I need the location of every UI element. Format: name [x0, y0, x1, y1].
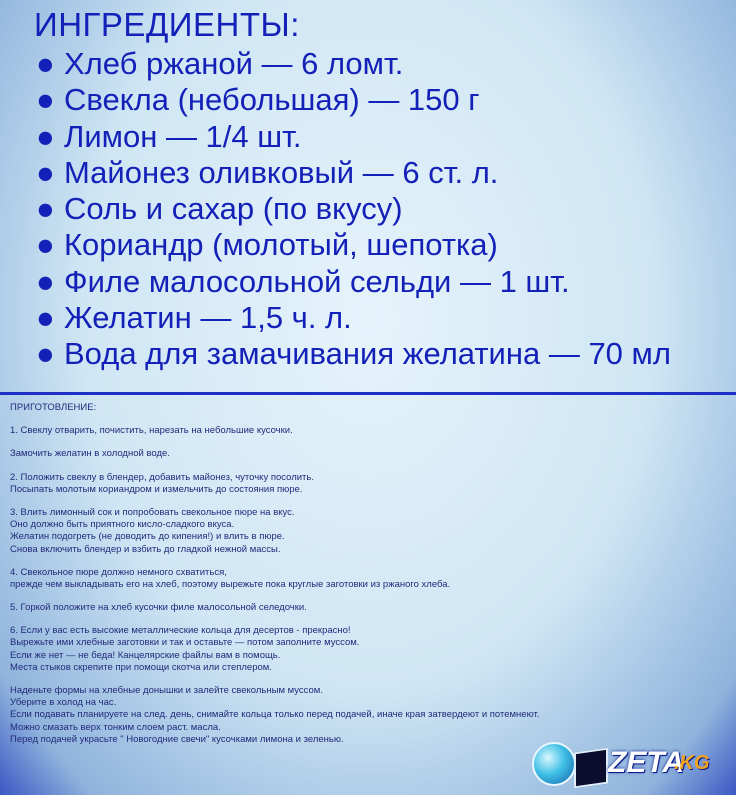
- bullet-icon: ●: [36, 46, 55, 81]
- ingredient-text: Лимон — 1/4 шт.: [64, 118, 302, 154]
- spacer: [10, 496, 726, 507]
- ingredient-item: [36, 46, 671, 82]
- ingredient-text: Свекла (небольшая) — 150 г: [64, 82, 480, 118]
- ingredient-text: Кориандр (молотый, шепотка): [64, 227, 498, 263]
- ingredients-list: [36, 46, 671, 373]
- ingredient-text: Филе малосольной сельди — 1 шт.: [64, 263, 570, 299]
- bullet-icon: ●: [36, 118, 55, 154]
- ingredient-item: [36, 191, 671, 227]
- bullet-icon: ●: [36, 336, 55, 372]
- ingredients-section: [0, 0, 736, 392]
- preparation-line: Если же нет — не беда! Канцелярские файлы вам в помощь.: [10, 649, 281, 661]
- ingredient-text: Соль и сахар (по вкусу): [64, 191, 403, 227]
- bullet-icon: ●: [36, 263, 55, 299]
- logo-text: ZETA: [608, 746, 685, 779]
- ingredient-item: [36, 155, 671, 191]
- spacer: [10, 414, 726, 425]
- ingredient-item: [36, 336, 671, 372]
- spacer: [10, 437, 726, 448]
- preparation-line: Оно должно быть приятного кисло-сладкого вкуса.: [10, 519, 235, 531]
- site-logo[interactable]: [528, 740, 728, 790]
- preparation-line: Если подавать планируете на след. день, снимайте кольца только перед подачей, иначе края затвердеют и потемнеют.: [10, 709, 540, 721]
- ingredient-text: Хлеб ржаной — 6 ломт.: [64, 46, 404, 81]
- ingredient-item: [36, 300, 671, 336]
- preparation-section: [10, 402, 726, 746]
- ingredients-title: ИНГРЕДИЕНТЫ:: [34, 6, 300, 43]
- bullet-icon: ●: [36, 82, 55, 118]
- ingredient-item: [36, 264, 671, 300]
- preparation-line: 5. Горкой положите на хлеб кусочки филе малосольной селедочки.: [10, 602, 307, 614]
- spacer: [10, 556, 726, 567]
- ingredient-item: [36, 119, 671, 155]
- spacer: [10, 614, 726, 625]
- logo-domain: .KG: [674, 752, 710, 774]
- bullet-icon: ●: [36, 300, 55, 336]
- preparation-line: Наденьте формы на хлебные донышки и залейте свекольным муссом.: [10, 685, 323, 696]
- preparation-line: 2. Положить свеклу в блендер, добавить майонез, чуточку посолить.: [10, 471, 314, 483]
- ingredient-text: Желатин — 1,5 ч. л.: [64, 300, 352, 336]
- preparation-line: Желатин подогреть (не доводить до кипения!) и влить в пюре.: [10, 531, 285, 543]
- spacer: [10, 461, 726, 472]
- preparation-line: 6. Если у вас есть высокие металлические кольца для десертов - прекрасно!: [10, 625, 351, 637]
- cube-icon: [574, 748, 608, 789]
- preparation-line: Можно смазать верх тонким слоем раст. масла.: [10, 721, 221, 733]
- bullet-icon: ●: [36, 227, 55, 263]
- preparation-line: Замочить желатин в холодной воде.: [10, 448, 170, 460]
- preparation-line: Снова включить блендер и взбить до гладкой нежной массы.: [10, 543, 281, 555]
- ingredient-item: [36, 82, 671, 118]
- preparation-line: Перед подачей украсьте " Новогодние свечи" кусочками лимона и зеленью.: [10, 733, 344, 745]
- bullet-icon: ●: [36, 191, 55, 227]
- preparation-line: 3. Влить лимонный сок и попробовать свекольное пюре на вкус.: [10, 506, 295, 518]
- section-divider: [0, 392, 736, 395]
- preparation-title: ПРИГОТОВЛЕНИЕ:: [10, 402, 97, 413]
- globe-icon: [532, 742, 576, 786]
- bullet-icon: ●: [36, 154, 55, 190]
- ingredient-text: Майонез оливковый — 6 ст. л.: [64, 154, 499, 190]
- preparation-line: прежде чем выкладывать его на хлеб, поэтому вырежьте пока круглые заготовки из ржаного хлеба.: [10, 578, 451, 590]
- preparation-line: Посыпать молотым кориандром и измельчить до состояния пюре.: [10, 483, 303, 495]
- preparation-steps: [10, 425, 726, 746]
- preparation-line: Уберите в холод на час.: [10, 697, 117, 709]
- preparation-line: Места стыков скрепите при помощи скотча или степлером.: [10, 661, 272, 673]
- spacer: [10, 674, 726, 685]
- preparation-line: Вырежьте ими хлебные заготовки и так и оставьте — потом заполните муссом.: [10, 637, 360, 649]
- ingredient-text: Вода для замачивания желатина — 70 мл: [64, 336, 671, 372]
- ingredient-item: [36, 227, 671, 263]
- preparation-line: 4. Свекольное пюре должно немного схватиться,: [10, 566, 227, 578]
- spacer: [10, 591, 726, 602]
- preparation-line: 1. Свеклу отварить, почистить, нарезать на небольшие кусочки.: [10, 425, 293, 437]
